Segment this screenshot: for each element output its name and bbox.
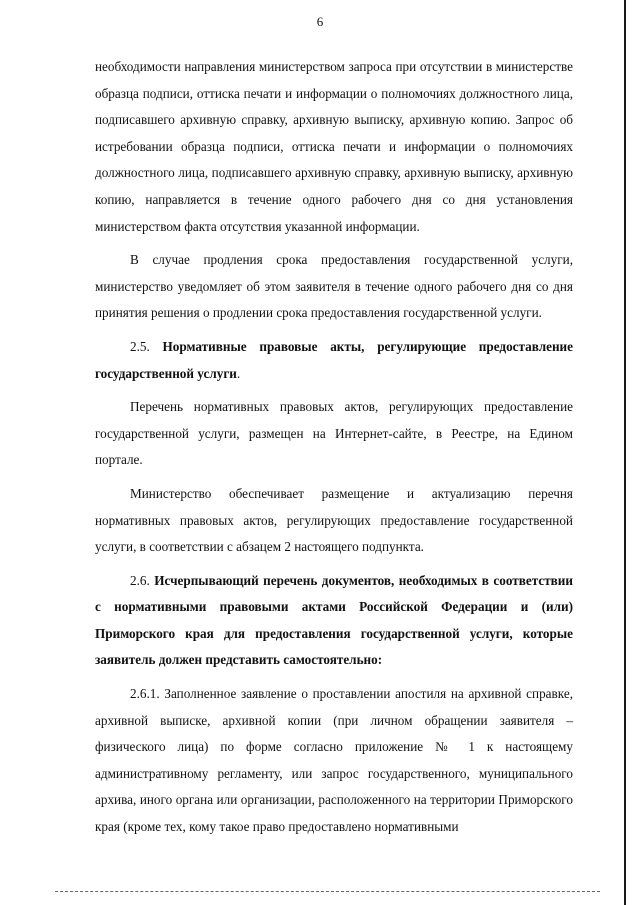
page-number: 6 xyxy=(316,14,324,29)
section-number: 2.6. xyxy=(130,572,150,588)
section-heading-2-6 xyxy=(95,568,573,674)
page-bottom-line xyxy=(55,891,600,893)
paragraph-2-6-1: 2.6.1. Заполненное заявление о проставлении апостиля на архивной справке, архивной выписке, архивной копии (при личном обращении заявителя – физического лица) по форме согласно приложение № 1 к настоящему административному регламенту, или запрос государственного, муниципального архива, иного органа или организации, расположенного на территории Приморского края (кроме тех, кому такое право предоставлено нормативными xyxy=(95,686,573,835)
section-title-tail: . xyxy=(236,365,241,381)
paragraph-ministry-update: Министерство обеспечивает размещение и актуализацию перечня нормативных правовых актов, регулирующих предоставление государственной услуги, в соответствии с абзацем 2 настоящего подпункта. xyxy=(95,485,573,555)
paragraph-continuation: необходимости направления министерством запроса при отсутствии в министерстве образца подписи, оттиска печати и информации о полномочиях должностного лица, подписавшего архивную справку, архивную выписку, архивную копию. Запрос об истребовании образца подписи, оттиска печати и информации о полномочиях должностного лица, подписавшего архивную справку, архивную выписку, архивную копию, направляется в течение одного рабочего дня со дня установления министерством факта отсутствия указанной информации. xyxy=(95,59,573,234)
page-edge-line xyxy=(624,0,626,905)
paragraph-acts-list: Перечень нормативных правовых актов, регулирующих предоставление государственной услуги, размещен на Интернет-сайте, в Реестре, на Едином портале. xyxy=(95,399,573,468)
section-title: Нормативные правовые акты, регулирующие предоставление государственной услуги xyxy=(95,338,574,381)
document-body xyxy=(95,54,573,841)
section-heading-2-5 xyxy=(95,334,573,387)
section-title: Исчерпывающий перечень документов, необходимых в соответствии с нормативными правовыми актами Российской Федерации и (или) Приморского края для предоставления государственной услуги, которые заявитель должен представить самостоятельно: xyxy=(95,572,573,668)
section-number: 2.5. xyxy=(130,338,150,354)
paragraph-term-extension: В случае продления срока предоставления государственной услуги, министерство уведомляет об этом заявителя в течение одного рабочего дня со дня принятия решения о продлении срока предоставления государственной услуги. xyxy=(95,252,573,321)
